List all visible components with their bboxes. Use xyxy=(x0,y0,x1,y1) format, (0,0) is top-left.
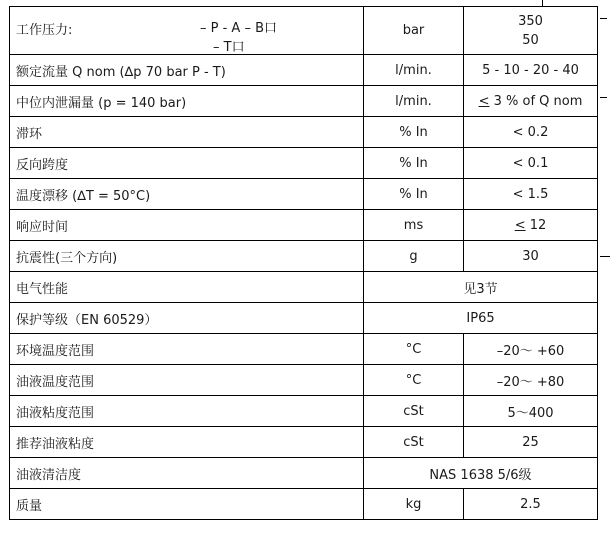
label-cell: 温度漂移 (∆T = 50°C) xyxy=(10,179,364,210)
pressure-label: 工作压力: xyxy=(16,23,73,38)
table-row xyxy=(10,117,598,148)
pressure-value-t: 50 xyxy=(522,32,539,48)
pressure-port-pab: – P - A – B口 xyxy=(200,21,278,36)
pressure-label-cell xyxy=(10,7,364,55)
spec-table xyxy=(9,6,598,520)
label-cell: 中位内泄漏量 (p = 140 bar) xyxy=(10,86,364,117)
le-symbol: < xyxy=(514,217,526,233)
label-cell: 油液清洁度 xyxy=(10,458,364,489)
table-row xyxy=(10,179,598,210)
label-cell: 电气性能 xyxy=(10,272,364,303)
le-symbol: < xyxy=(478,93,490,109)
label-cell: 额定流量 Q nom (∆p 70 bar P - T) xyxy=(10,55,364,86)
value-text: 12 xyxy=(525,217,547,233)
label-cell: 质量 xyxy=(10,489,364,520)
value-cell: < 0.2 xyxy=(464,117,598,148)
edge-fragment xyxy=(542,0,543,7)
label-cell: 油液温度范围 xyxy=(10,365,364,396)
table-row xyxy=(10,272,598,303)
value-cell: 30 xyxy=(464,241,598,272)
label-cell: 反向跨度 xyxy=(10,148,364,179)
value-text: 3 % of Q nom xyxy=(489,93,583,109)
table-row xyxy=(10,86,598,117)
table-row xyxy=(10,334,598,365)
unit-cell: cSt xyxy=(364,427,464,458)
table-row xyxy=(10,458,598,489)
unit-cell: °C xyxy=(364,334,464,365)
table-row xyxy=(10,303,598,334)
unit-cell: cSt xyxy=(364,396,464,427)
label-cell: 油液粘度范围 xyxy=(10,396,364,427)
table-row xyxy=(10,365,598,396)
table-row xyxy=(10,55,598,86)
label-cell: 环境温度范围 xyxy=(10,334,364,365)
label-cell: 响应时间 xyxy=(10,210,364,241)
label-cell: 滞环 xyxy=(10,117,364,148)
label-cell: 保护等级（EN 60529） xyxy=(10,303,364,334)
unit-cell: % In xyxy=(364,117,464,148)
table-row xyxy=(10,7,598,55)
label-cell: 推荐油液粘度 xyxy=(10,427,364,458)
table-row xyxy=(10,210,598,241)
unit-cell: bar xyxy=(364,7,464,55)
pressure-port-t: – T口 xyxy=(213,40,245,55)
unit-cell: g xyxy=(364,241,464,272)
pressure-value-pab: 350 xyxy=(518,13,543,29)
unit-cell: l/min. xyxy=(364,55,464,86)
value-cell: IP65 xyxy=(364,303,598,334)
edge-fragment xyxy=(600,18,607,19)
table-row xyxy=(10,489,598,520)
value-cell: < 1.5 xyxy=(464,179,598,210)
unit-cell: l/min. xyxy=(364,86,464,117)
value-cell: –20～ +80 xyxy=(464,365,598,396)
value-cell: 5 - 10 - 20 - 40 xyxy=(464,55,598,86)
value-cell xyxy=(464,7,598,55)
edge-fragment xyxy=(600,256,610,257)
unit-cell: kg xyxy=(364,489,464,520)
unit-cell: % In xyxy=(364,179,464,210)
unit-cell: °C xyxy=(364,365,464,396)
value-cell: 5～400 xyxy=(464,396,598,427)
unit-cell: % In xyxy=(364,148,464,179)
value-cell: 2.5 xyxy=(464,489,598,520)
value-cell: 25 xyxy=(464,427,598,458)
table-row xyxy=(10,241,598,272)
value-cell: 见3节 xyxy=(364,272,598,303)
value-cell: NAS 1638 5/6级 xyxy=(364,458,598,489)
value-cell xyxy=(464,210,598,241)
value-cell xyxy=(464,86,598,117)
value-cell: < 0.1 xyxy=(464,148,598,179)
unit-cell: ms xyxy=(364,210,464,241)
edge-fragment xyxy=(600,97,607,98)
table-row xyxy=(10,427,598,458)
value-cell: –20～ +60 xyxy=(464,334,598,365)
table-row xyxy=(10,148,598,179)
label-cell: 抗震性(三个方向) xyxy=(10,241,364,272)
table-row xyxy=(10,396,598,427)
